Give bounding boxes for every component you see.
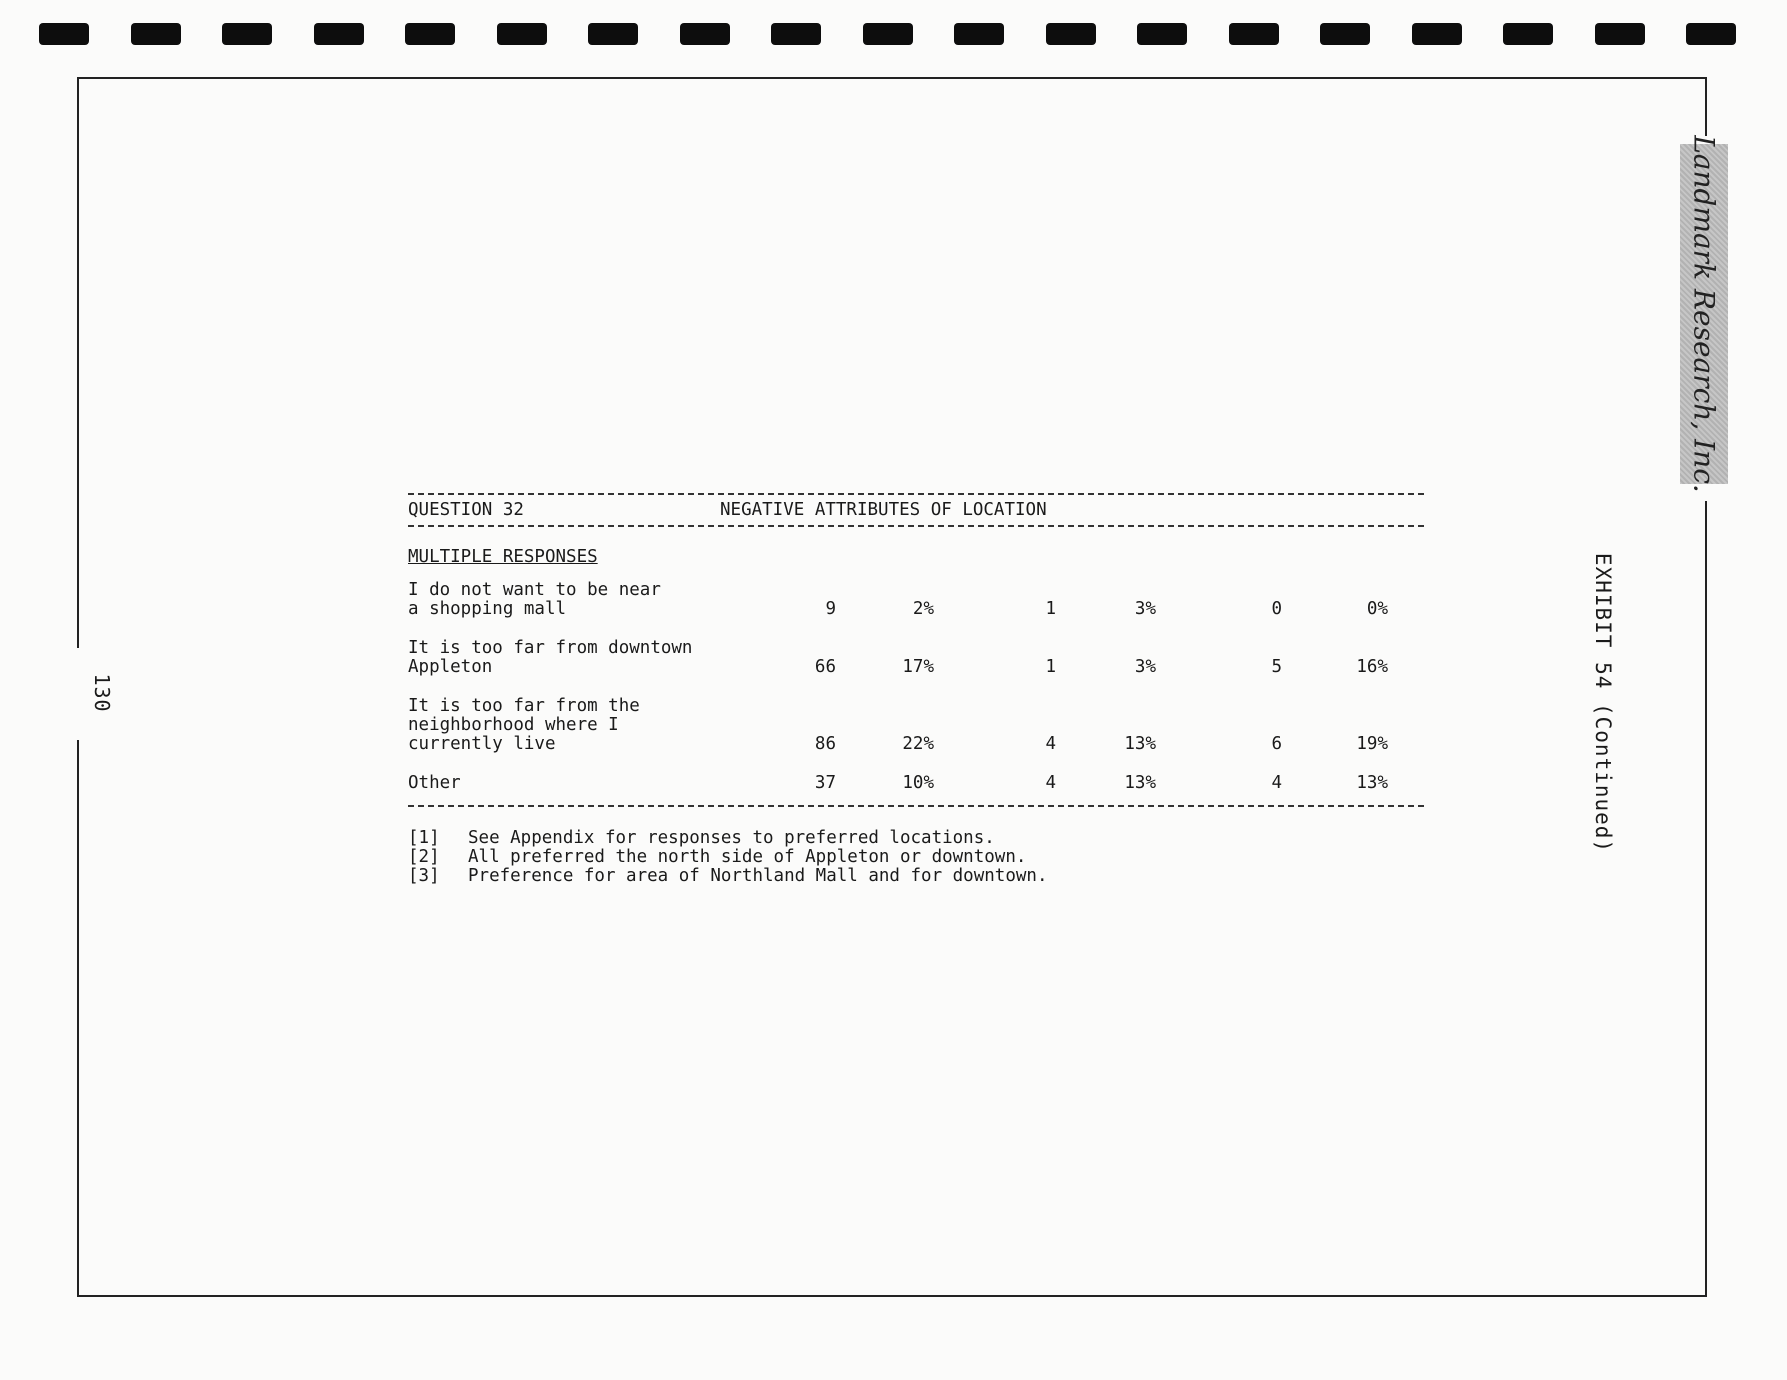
survey-table	[408, 493, 1424, 886]
table-cell: 4	[1045, 773, 1056, 793]
row-label: It is too far from the neighborhood where I currently live	[408, 696, 640, 754]
question-number: QUESTION 32	[408, 500, 524, 520]
table-cell: 1	[1045, 657, 1056, 677]
table-cell: 6	[1271, 734, 1282, 754]
binder-hole	[1686, 23, 1736, 45]
footnote	[408, 867, 1424, 886]
footnotes	[408, 829, 1424, 886]
table-cell: 2%	[912, 599, 934, 619]
row-label: Other	[408, 773, 461, 793]
footnote-text: Preference for area of Northland Mall and for downtown.	[468, 866, 1048, 886]
footnote-key: [1]	[408, 828, 440, 848]
binder-hole	[588, 23, 638, 45]
table-cell: 37	[814, 773, 836, 793]
table-cell: 0%	[1366, 599, 1388, 619]
table-cell: 22%	[902, 734, 934, 754]
table-cell: 66	[814, 657, 836, 677]
binder-hole	[1046, 23, 1096, 45]
binder-hole	[680, 23, 730, 45]
binder-hole	[405, 23, 455, 45]
table-cell: 13%	[1356, 773, 1388, 793]
section-label: MULTIPLE RESPONSES	[408, 547, 598, 567]
binder-hole	[39, 23, 89, 45]
exhibit-label: EXHIBIT 54 (Continued)	[1591, 552, 1615, 854]
binder-hole	[771, 23, 821, 45]
table-cell: 3%	[1134, 657, 1156, 677]
footnote-key: [3]	[408, 866, 440, 886]
table-cell: 4	[1271, 773, 1282, 793]
table-row	[408, 581, 1424, 619]
binder-hole	[314, 23, 364, 45]
table-cell: 3%	[1134, 599, 1156, 619]
row-label: It is too far from downtown Appleton	[408, 638, 693, 677]
footnote-text: See Appendix for responses to preferred locations.	[468, 828, 995, 848]
binder-hole	[1137, 23, 1187, 45]
footnote-text: All preferred the north side of Appleton or downtown.	[468, 847, 1027, 867]
table-cell: 16%	[1356, 657, 1388, 677]
binder-hole	[1595, 23, 1645, 45]
row-label: I do not want to be near a shopping mall	[408, 580, 661, 619]
table-cell: 13%	[1124, 773, 1156, 793]
company-logo	[1680, 135, 1728, 493]
table-cell: 17%	[902, 657, 934, 677]
footnote	[408, 848, 1424, 867]
binder-hole	[222, 23, 272, 45]
table-cell: 4	[1045, 734, 1056, 754]
binder-hole	[1503, 23, 1553, 45]
page-number: 130	[90, 673, 114, 713]
dashed-rule	[408, 805, 1424, 807]
table-row	[408, 639, 1424, 677]
table-cell: 10%	[902, 773, 934, 793]
binder-hole	[863, 23, 913, 45]
binder-hole	[497, 23, 547, 45]
table-cell: 13%	[1124, 734, 1156, 754]
table-header	[408, 495, 1424, 525]
binder-hole	[1229, 23, 1279, 45]
table-cell: 9	[825, 599, 836, 619]
table-row	[408, 697, 1424, 754]
binder-hole	[1412, 23, 1462, 45]
binder-hole	[131, 23, 181, 45]
dashed-rule	[408, 525, 1424, 527]
logo-text: Landmark Research, Inc.	[1687, 135, 1721, 493]
table-cell: 86	[814, 734, 836, 754]
footnote	[408, 829, 1424, 848]
table-cell: 1	[1045, 599, 1056, 619]
footnote-key: [2]	[408, 847, 440, 867]
table-cell: 0	[1271, 599, 1282, 619]
binder-hole	[954, 23, 1004, 45]
table-cell: 5	[1271, 657, 1282, 677]
binder-hole	[1320, 23, 1370, 45]
table-cell: 19%	[1356, 734, 1388, 754]
table-body	[408, 581, 1424, 793]
table-title: NEGATIVE ATTRIBUTES OF LOCATION	[720, 500, 1047, 520]
table-row	[408, 774, 1424, 793]
